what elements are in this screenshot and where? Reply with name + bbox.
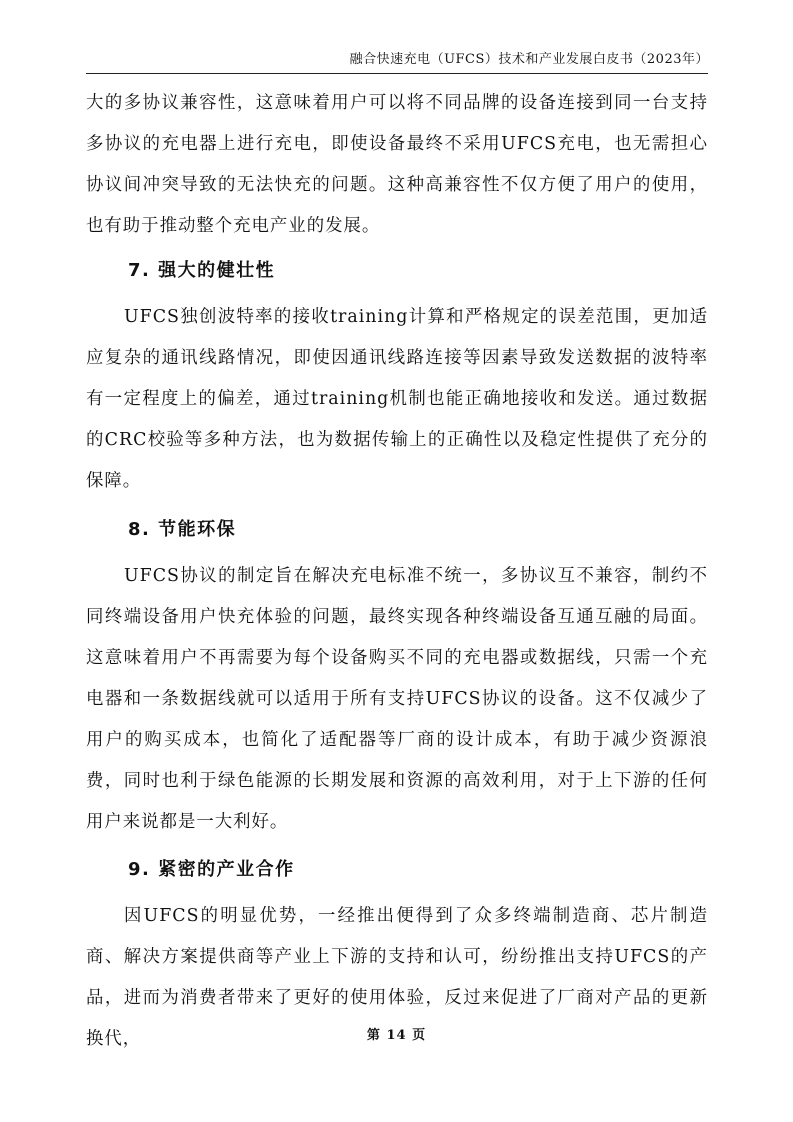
section-9-paragraph: 因UFCS的明显优势，一经推出便得到了众多终端制造商、芯片制造商、解决方案提供商等产业上下游的支持和认可，纷纷推出支持UFCS的产品，进而为消费者带来了更好的使用体验，反过来促进了厂商对产品的更新换代， <box>86 906 708 1049</box>
page-number: 第 14 页 <box>366 1028 427 1043</box>
section-heading-7: 7. 强大的健壮性 <box>128 260 276 281</box>
body-paragraph: 大的多协议兼容性，这意味着用户可以将不同品牌的设备连接到同一台支持多协议的充电器上进行充电，即使设备最终不采用UFCS充电，也无需担心协议间冲突导致的无法快充的问题。这种高兼容性不仅方便了用户的使用，也有助于推动整个充电产业的发展。 <box>86 93 708 236</box>
section-8-paragraph: UFCS协议的制定旨在解决充电标准不统一，多协议互不兼容，制约不同终端设备用户快充体验的问题，最终实现各种终端设备互通互融的局面。这意味着用户不再需要为每个设备购买不同的充电器或数据线，只需一个充电器和一条数据线就可以适用于所有支持UFCS协议的设备。这不仅减少了用户的购买成本，也简化了适配器等厂商的设计成本，有助于减少资源浪费，同时也利于绿色能源的长期发展和资源的高效利用，对于上下游的任何用户来说都是一大利好。 <box>86 566 708 832</box>
section-7-paragraph: UFCS独创波特率的接收training计算和严格规定的误差范围，更加适应复杂的通讯线路情况，即使因通讯线路连接等因素导致发送数据的波特率有一定程度上的偏差，通过training机制也能正确地接收和发送。通过数据的CRC校验等多种方法，也为数据传输上的正确性以及稳定性提供了充分的保障。 <box>86 307 708 491</box>
header-divider <box>86 73 708 74</box>
section-heading-8: 8. 节能环保 <box>128 519 237 540</box>
section-heading-9: 9. 紧密的产业合作 <box>128 859 295 880</box>
document-header-title: 融合快速充电（UFCS）技术和产业发展白皮书（2023年） <box>349 52 709 67</box>
